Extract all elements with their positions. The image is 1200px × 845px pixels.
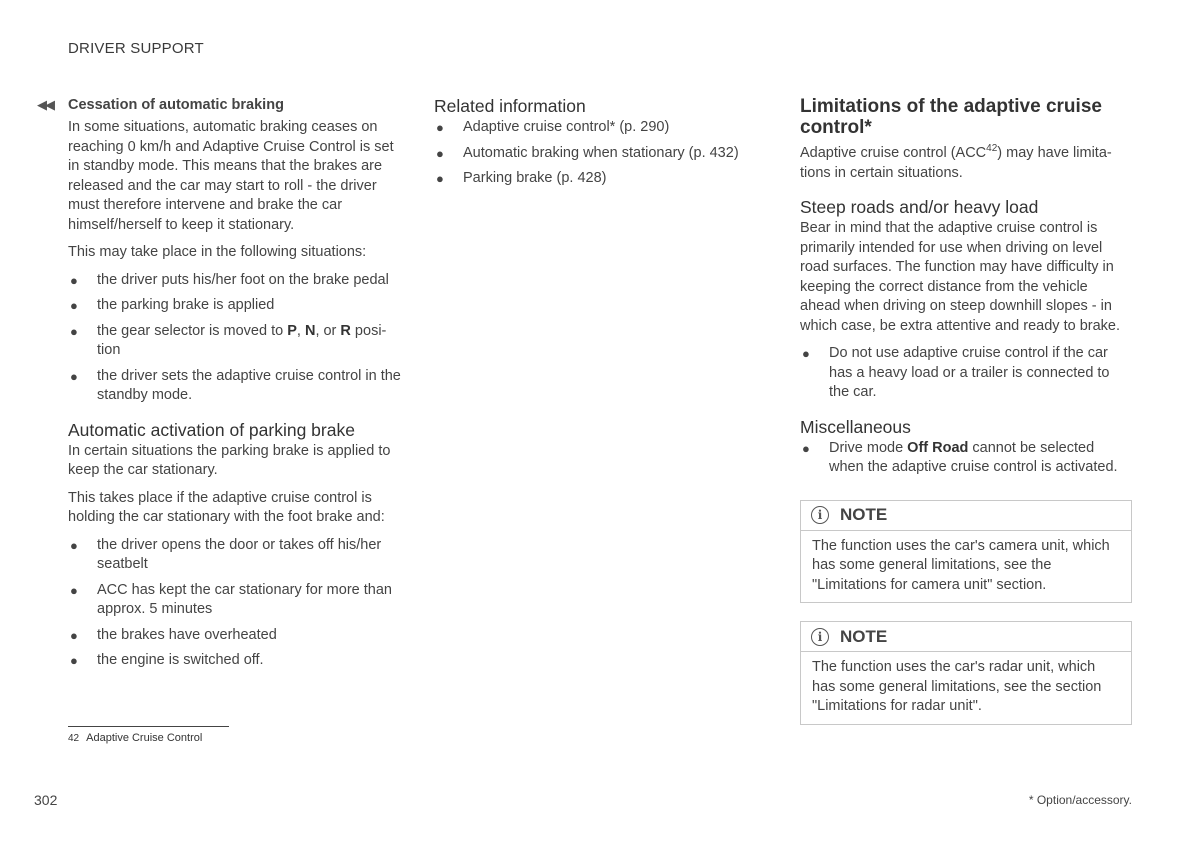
- list-item: ● ACC has kept the car stationary for more than approx. 5 minutes: [70, 581, 392, 617]
- gear-r: R: [340, 322, 351, 339]
- steep-paragraph: Bear in mind that the adaptive cruise control is primarily intended for use when driving on level road surfaces. The function may have difficulty in keeping the correct distance from the vehicle ahead when driving on steep downhill slopes - in which case, be extra attentive and ready to brake.: [800, 220, 1120, 334]
- page-number: 302: [34, 792, 58, 808]
- list-item: ● the driver puts his/her foot on the brake pedal: [68, 271, 402, 291]
- related-link[interactable]: ● Parking brake (p. 428): [434, 169, 769, 189]
- bullet-icon: ●: [70, 653, 78, 668]
- column-right: [800, 96, 1132, 743]
- related-list: [434, 118, 769, 189]
- activation-paragraph: In certain situations the parking brake is applied to keep the car stationary.: [68, 442, 391, 478]
- note-body: The function uses the car's camera unit, which has some general limitations, see the "Limitations for camera unit" section.: [812, 537, 1110, 593]
- note-box-camera: [800, 500, 1132, 604]
- previous-page-arrow-icon[interactable]: ◀◀: [37, 97, 53, 112]
- situations-list: [68, 271, 402, 406]
- misc-list: [800, 439, 1132, 478]
- footnote-number: 42: [68, 733, 80, 744]
- bullet-icon: ●: [70, 323, 78, 339]
- bullet-icon: ●: [802, 346, 810, 361]
- limitations-heading: Limitations of the adaptive cruise control*: [800, 96, 1102, 138]
- related-link[interactable]: ● Adaptive cruise control* (p. 290): [434, 118, 769, 138]
- bullet-icon: ●: [70, 627, 78, 643]
- note-body: The function uses the car's radar unit, which has some general limitations, see the section "Limitations for radar unit".: [812, 659, 1102, 714]
- misc-heading: Miscellaneous: [800, 416, 911, 437]
- gear-p: P: [287, 322, 297, 339]
- bullet-icon: ●: [436, 120, 444, 135]
- bullet-icon: ●: [70, 272, 78, 288]
- column-left: [68, 96, 402, 679]
- option-accessory-note: * Option/accessory.: [1028, 793, 1132, 807]
- gear-n: N: [304, 322, 316, 339]
- list-item: ● the parking brake is applied: [68, 296, 402, 316]
- footnote-ref[interactable]: 42: [986, 143, 998, 155]
- bullet-icon: ●: [70, 582, 78, 598]
- footnote: [68, 732, 202, 744]
- footnote-text: Adaptive Cruise Control: [86, 732, 203, 744]
- info-icon: i: [811, 628, 829, 646]
- bullet-icon: ●: [802, 440, 810, 456]
- bullet-icon: ●: [436, 171, 444, 186]
- cessation-heading: Cessation of automatic braking: [68, 97, 284, 113]
- list-item: ● the driver opens the door or takes off his/her seatbelt: [70, 536, 382, 572]
- steep-heading: Steep roads and/or heavy load: [800, 197, 1039, 217]
- activation-list: [68, 536, 402, 671]
- limitations-intro: Adaptive cruise control (ACC$^{42}$) may have limita-tions in certain situations.: [800, 143, 1112, 181]
- column-middle: [434, 96, 769, 197]
- note-title: NOTE: [840, 626, 888, 646]
- info-icon: i: [811, 506, 829, 524]
- drive-mode-name: Off Road: [907, 439, 969, 456]
- bullet-icon: ●: [70, 537, 78, 553]
- list-item: ● Do not use adaptive cruise control if the car has a heavy load or a trailer is connected to the car.: [802, 345, 1110, 400]
- footnote-divider: [68, 726, 229, 727]
- related-heading: Related information: [434, 96, 586, 116]
- related-link[interactable]: ● Automatic braking when stationary (p. 432): [434, 144, 769, 164]
- section-title: DRIVER SUPPORT: [68, 40, 204, 57]
- bullet-icon: ●: [70, 368, 78, 384]
- activation-heading: Automatic activation of parking brake: [68, 419, 355, 440]
- cessation-paragraph: In some situations, automatic braking ceases on reaching 0 km/h and Adaptive Cruise Control is set in standby mode. This means that the brakes are released and the car may start to roll - the driver must therefore intervene and brake the car himself/herself to keep it stationary.: [68, 119, 394, 233]
- situations-intro: This may take place in the following situations:: [68, 244, 367, 260]
- note-header: [801, 622, 1131, 652]
- note-header: [801, 501, 1131, 531]
- list-item: ● the driver sets the adaptive cruise control in the standby mode.: [70, 367, 401, 403]
- steep-list: [800, 344, 1132, 403]
- list-item: ● Drive mode Off Road cannot be selected when the adaptive cruise control is activated.: [802, 439, 1118, 475]
- bullet-icon: ●: [436, 145, 444, 161]
- activation-intro: This takes place if the adaptive cruise control is holding the car stationary with the foot brake and:: [68, 489, 385, 525]
- note-title: NOTE: [840, 505, 888, 524]
- list-item: ● the gear selector is moved to P, N, or R posi-tion: [70, 322, 387, 358]
- list-item: ● the engine is switched off.: [68, 651, 402, 671]
- note-box-radar: [800, 621, 1132, 725]
- list-item: ● the brakes have overheated: [68, 626, 402, 646]
- bullet-icon: ●: [70, 298, 78, 313]
